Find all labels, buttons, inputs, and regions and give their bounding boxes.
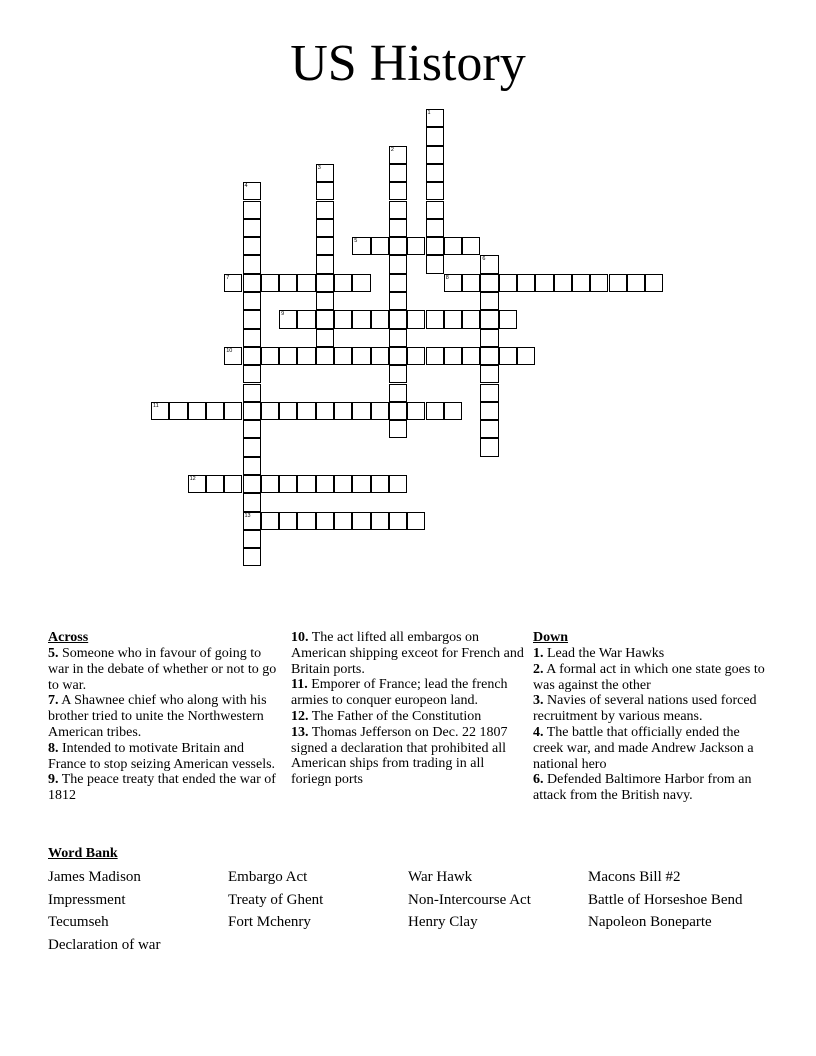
word-bank-heading: Word Bank (48, 846, 118, 861)
grid-cell[interactable] (316, 164, 334, 182)
across-clues (48, 630, 283, 804)
grid-cell[interactable] (389, 402, 407, 420)
grid-cell[interactable] (243, 182, 261, 200)
grid-cell[interactable] (352, 310, 370, 328)
grid-cell[interactable] (407, 512, 425, 530)
down-heading: Down (533, 630, 569, 645)
clue-number: 9 (281, 311, 285, 318)
word-bank-item: James Madison (48, 869, 141, 885)
page-title: US History (290, 35, 526, 92)
grid-cell[interactable] (480, 310, 498, 328)
grid-cell[interactable] (444, 310, 462, 328)
clue-number: 3 (317, 164, 321, 171)
grid-cell[interactable] (389, 201, 407, 219)
grid-cell[interactable] (243, 384, 261, 402)
grid-cell[interactable] (407, 402, 425, 420)
grid-cell[interactable] (444, 237, 462, 255)
grid-cell[interactable] (389, 310, 407, 328)
grid-cell[interactable] (243, 237, 261, 255)
grid-cell[interactable] (407, 310, 425, 328)
grid-cell[interactable] (444, 274, 462, 292)
grid-cell[interactable] (261, 512, 279, 530)
grid-cell[interactable] (243, 347, 261, 365)
grid-cell[interactable] (371, 512, 389, 530)
grid-cell[interactable] (261, 347, 279, 365)
word-bank-item: Battle of Horseshoe Bend (588, 891, 743, 908)
grid-cell[interactable] (499, 347, 517, 365)
grid-cell[interactable] (426, 164, 444, 182)
grid-cell[interactable] (334, 475, 352, 493)
clue-number: 6. (533, 772, 544, 788)
clue-number: 5. (48, 646, 59, 661)
grid-cell[interactable] (480, 329, 498, 347)
clue-text: Thomas Jefferson on Dec. 22 1807 signed a declaration that prohibited all American ships from trading in all foriegn ports (291, 724, 508, 788)
down-clue (533, 725, 773, 772)
grid-cell[interactable] (389, 255, 407, 273)
grid-cell[interactable] (224, 402, 242, 420)
clue-number: 8 (445, 274, 449, 281)
across-heading: Across (48, 630, 89, 645)
grid-cell[interactable] (243, 512, 261, 530)
grid-cell[interactable] (480, 292, 498, 310)
word-bank-item: Tecumseh (48, 914, 109, 931)
grid-cell[interactable] (316, 201, 334, 219)
grid-cell[interactable] (462, 310, 480, 328)
grid-cell[interactable] (407, 347, 425, 365)
grid-cell[interactable] (389, 475, 407, 493)
grid-cell[interactable] (480, 402, 498, 420)
clue-text: The act lifted all embargos on American shipping exceot for French and Britain ports. (291, 630, 524, 677)
clue-number: 13 (244, 512, 251, 519)
grid-cell[interactable] (151, 402, 169, 420)
grid-cell[interactable] (261, 402, 279, 420)
grid-cell[interactable] (261, 274, 279, 292)
clue-text: Emporer of France; lead the french armies to conquer europeon land. (291, 677, 508, 709)
grid-cell[interactable] (297, 402, 315, 420)
grid-cell[interactable] (243, 329, 261, 347)
clue-text: A Shawnee chief who along with his brother tried to unite the Northwestern American tribes. (48, 693, 267, 740)
grid-cell[interactable] (426, 219, 444, 237)
grid-cell[interactable] (480, 347, 498, 365)
word-bank-item: War Hawk (408, 869, 473, 885)
grid-cell[interactable] (389, 292, 407, 310)
across-clue (48, 693, 283, 740)
clue-number: 1 (427, 110, 431, 116)
clue-number: 9. (48, 772, 59, 788)
grid-cell[interactable] (243, 365, 261, 383)
grid-cell[interactable] (297, 512, 315, 530)
clue-number: 6 (482, 256, 486, 263)
grid-cell[interactable] (279, 402, 297, 420)
grid-cell[interactable] (316, 182, 334, 200)
grid-cell[interactable] (297, 475, 315, 493)
grid-cell[interactable] (480, 384, 498, 402)
clue-text: The battle that officially ended the creek war, and made Andrew Jackson a national hero (533, 724, 754, 772)
grid-cell[interactable] (224, 475, 242, 493)
grid-cell[interactable] (279, 512, 297, 530)
clue-number: 12. (291, 708, 309, 724)
grid-cell[interactable] (188, 475, 206, 493)
grid-cell[interactable] (352, 347, 370, 365)
clue-text: Navies of several nations used forced recruitment by various means. (533, 693, 757, 725)
grid-cell[interactable] (444, 347, 462, 365)
clue-number: 13. (291, 724, 309, 740)
clue-number: 10 (226, 347, 233, 354)
grid-cell[interactable] (426, 237, 444, 255)
grid-cell[interactable] (334, 274, 352, 292)
grid-cell[interactable] (426, 310, 444, 328)
grid-cell[interactable] (261, 475, 279, 493)
grid-cell[interactable] (224, 347, 242, 365)
grid-cell[interactable] (499, 310, 517, 328)
grid-cell[interactable] (279, 475, 297, 493)
word-bank-item: Non-Intercourse Act (408, 891, 531, 908)
grid-cell[interactable] (334, 402, 352, 420)
grid-cell[interactable] (426, 347, 444, 365)
clue-number: 2 (390, 146, 394, 153)
clue-number: 3. (533, 693, 544, 709)
grid-cell[interactable] (572, 274, 590, 292)
across-clue (291, 709, 526, 725)
grid-cell[interactable] (334, 310, 352, 328)
grid-cell[interactable] (243, 475, 261, 493)
grid-cell[interactable] (243, 457, 261, 475)
grid-cell[interactable] (243, 201, 261, 219)
across-clue (48, 772, 283, 804)
grid-cell[interactable] (517, 274, 535, 292)
grid-cell[interactable] (389, 182, 407, 200)
clue-number: 2. (533, 661, 544, 677)
word-bank-item: Declaration of war (48, 937, 161, 954)
clue-number: 11 (153, 402, 159, 409)
grid-cell[interactable] (243, 292, 261, 310)
grid-cell[interactable] (169, 402, 187, 420)
clue-number: 11. (291, 677, 308, 693)
down-clue (533, 662, 773, 694)
grid-cell[interactable] (352, 237, 370, 255)
grid-cell[interactable] (371, 402, 389, 420)
down-clue (533, 646, 773, 662)
grid-cell[interactable] (444, 402, 462, 420)
grid-cell[interactable] (352, 475, 370, 493)
across-clue (48, 741, 283, 773)
grid-cell[interactable] (480, 420, 498, 438)
clue-number: 5 (354, 238, 358, 245)
grid-cell[interactable] (389, 384, 407, 402)
grid-cell[interactable] (627, 274, 645, 292)
clue-text: Defended Baltimore Harbor from an attack from the British navy. (533, 772, 752, 804)
grid-cell[interactable] (389, 512, 407, 530)
grid-cell[interactable] (243, 493, 261, 511)
grid-cell[interactable] (316, 329, 334, 347)
grid-cell[interactable] (389, 274, 407, 292)
grid-cell[interactable] (426, 109, 444, 127)
grid-cell[interactable] (480, 438, 498, 456)
word-bank-item: Macons Bill #2 (588, 869, 681, 885)
grid-cell[interactable] (334, 347, 352, 365)
grid-cell[interactable] (389, 164, 407, 182)
grid-cell[interactable] (297, 274, 315, 292)
grid-cell[interactable] (499, 274, 517, 292)
grid-cell[interactable] (389, 365, 407, 383)
clue-number: 4. (533, 724, 544, 740)
down-clues (533, 630, 773, 804)
grid-cell[interactable] (297, 310, 315, 328)
grid-cell[interactable] (243, 438, 261, 456)
word-bank-item: Embargo Act (228, 869, 308, 885)
word-bank-item: Fort Mchenry (228, 914, 311, 931)
grid-cell[interactable] (316, 274, 334, 292)
grid-cell[interactable] (243, 310, 261, 328)
grid-cell[interactable] (480, 274, 498, 292)
grid-cell[interactable] (462, 237, 480, 255)
grid-cell[interactable] (517, 347, 535, 365)
grid-cell[interactable] (426, 146, 444, 164)
grid-cell[interactable] (243, 548, 261, 566)
grid-cell[interactable] (316, 255, 334, 273)
grid-cell[interactable] (224, 274, 242, 292)
grid-cell[interactable] (371, 347, 389, 365)
grid-cell[interactable] (206, 402, 224, 420)
grid-cell[interactable] (334, 512, 352, 530)
clue-text: Lead the War Hawks (543, 646, 665, 661)
grid-cell[interactable] (316, 347, 334, 365)
grid-cell[interactable] (535, 274, 553, 292)
clue-number: 4 (244, 183, 248, 190)
grid-cell[interactable] (316, 237, 334, 255)
grid-cell[interactable] (371, 475, 389, 493)
grid-cell[interactable] (279, 310, 297, 328)
clue-text: A formal act in which one state goes to was against the other (533, 661, 765, 693)
grid-cell[interactable] (590, 274, 608, 292)
grid-cell[interactable] (243, 530, 261, 548)
clue-number: 7 (226, 274, 230, 281)
grid-cell[interactable] (645, 274, 663, 292)
clue-number: 12 (189, 476, 196, 482)
grid-cell[interactable] (316, 219, 334, 237)
across-clue (48, 646, 283, 693)
grid-cell[interactable] (426, 255, 444, 273)
word-bank-item: Henry Clay (408, 914, 478, 931)
grid-cell[interactable] (371, 237, 389, 255)
word-bank (48, 867, 768, 958)
grid-cell[interactable] (297, 347, 315, 365)
grid-cell[interactable] (316, 512, 334, 530)
grid-cell[interactable] (480, 365, 498, 383)
across-clues-continued (291, 630, 526, 788)
clue-text: Intended to motivate Britain and France to stop seizing American vessels. (48, 740, 276, 772)
grid-cell[interactable] (243, 274, 261, 292)
down-clue (533, 693, 773, 725)
grid-cell[interactable] (389, 347, 407, 365)
down-clue (533, 772, 773, 804)
grid-cell[interactable] (316, 402, 334, 420)
grid-cell[interactable] (279, 347, 297, 365)
grid-cell[interactable] (371, 310, 389, 328)
clue-text: The peace treaty that ended the war of 1812 (48, 772, 276, 804)
grid-cell[interactable] (352, 274, 370, 292)
grid-cell[interactable] (316, 310, 334, 328)
word-bank-item: Impressment (48, 891, 126, 908)
grid-cell[interactable] (243, 255, 261, 273)
grid-cell[interactable] (243, 402, 261, 420)
grid-cell[interactable] (243, 219, 261, 237)
grid-cell[interactable] (316, 475, 334, 493)
grid-cell[interactable] (609, 274, 627, 292)
clue-number: 7. (48, 693, 59, 709)
grid-cell[interactable] (279, 274, 297, 292)
clue-number: 10. (291, 630, 309, 645)
clue-text: Someone who in favour of going to war in the debate of whether or not to go to war. (48, 646, 277, 693)
grid-cell[interactable] (462, 274, 480, 292)
grid-cell[interactable] (316, 292, 334, 310)
grid-cell[interactable] (352, 512, 370, 530)
clue-text: The Father of the Constitution (308, 708, 482, 724)
grid-cell[interactable] (389, 219, 407, 237)
grid-cell[interactable] (426, 201, 444, 219)
clue-number: 1. (533, 646, 544, 661)
grid-cell[interactable] (389, 146, 407, 164)
across-clue (291, 630, 526, 677)
clue-number: 8. (48, 740, 59, 756)
grid-cell[interactable] (407, 237, 425, 255)
grid-cell[interactable] (243, 420, 261, 438)
across-clue (291, 677, 526, 709)
grid-cell[interactable] (462, 347, 480, 365)
grid-cell[interactable] (426, 402, 444, 420)
grid-cell[interactable] (206, 475, 224, 493)
word-bank-item: Napoleon Boneparte (588, 914, 712, 931)
grid-cell[interactable] (554, 274, 572, 292)
grid-cell[interactable] (389, 420, 407, 438)
grid-cell[interactable] (188, 402, 206, 420)
grid-cell[interactable] (426, 127, 444, 145)
word-bank-item: Treaty of Ghent (228, 891, 324, 908)
grid-cell[interactable] (352, 402, 370, 420)
grid-cell[interactable] (389, 237, 407, 255)
grid-cell[interactable] (480, 255, 498, 273)
grid-cell[interactable] (389, 329, 407, 347)
across-clue (291, 725, 526, 788)
grid-cell[interactable] (426, 182, 444, 200)
